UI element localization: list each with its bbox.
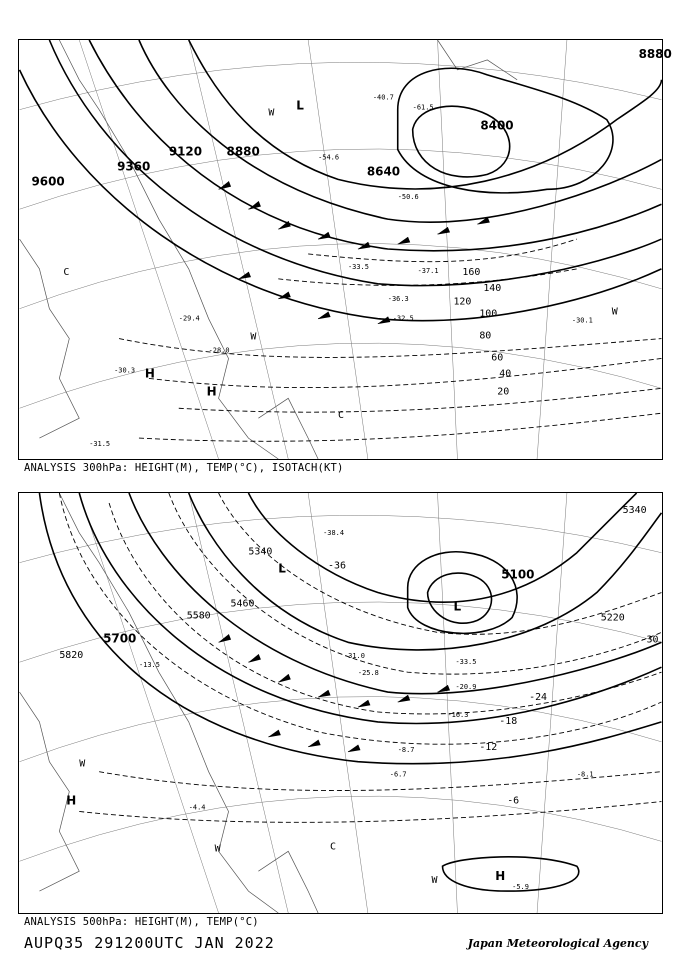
isotach-label: 80 — [479, 330, 492, 342]
temp-label: -37.1 — [417, 266, 439, 275]
map-500hpa — [18, 492, 663, 914]
station-value: -13.5 — [138, 661, 160, 670]
height-label: 5460 — [230, 598, 255, 610]
temp-label: -32.5 — [392, 314, 414, 323]
temp-label: -31.5 — [89, 440, 111, 449]
station-value: -8.7 — [397, 745, 415, 754]
low-pressure-marker: L — [453, 599, 462, 614]
temp-label: -28.0 — [208, 346, 230, 355]
isotherm-label: -6 — [507, 795, 520, 807]
height-label: 5820 — [59, 650, 84, 662]
isotherm-label: -36 — [328, 560, 347, 572]
cold-center-marker: C — [338, 410, 344, 422]
temp-label: -29.4 — [178, 314, 200, 323]
station-value: -5.9 — [512, 883, 529, 892]
cold-center-marker: C — [330, 841, 337, 853]
height-label: 5340 — [248, 546, 273, 558]
temp-label: -50.6 — [397, 193, 419, 202]
height-label: 8640 — [366, 164, 401, 179]
warm-center-marker: W — [79, 758, 86, 770]
isotach-label: 140 — [483, 282, 502, 294]
isotherm-label: -18 — [499, 715, 518, 727]
height-label: 8880 — [226, 144, 260, 159]
wind-barbs — [219, 181, 490, 323]
temp-label: -30.3 — [114, 366, 136, 375]
temp-label: -40.7 — [372, 93, 394, 102]
height-label: 8880 — [638, 46, 672, 61]
temp-label: -36.3 — [387, 294, 409, 303]
station-value: -31.0 — [343, 652, 365, 661]
latlon-grid — [20, 40, 662, 459]
isotach-label: 20 — [497, 386, 510, 398]
station-value: -33.5 — [455, 658, 477, 667]
map-300hpa — [18, 39, 672, 460]
height-label: 8400 — [480, 118, 514, 133]
warm-center-marker: W — [611, 306, 618, 318]
high-pressure-marker: H — [206, 384, 217, 399]
station-value: -8.1 — [576, 770, 594, 779]
height-label: 5700 — [103, 631, 137, 646]
isotach-label: 40 — [499, 368, 512, 380]
isotherm-label: -12 — [479, 741, 498, 753]
isotach-label: 160 — [462, 266, 481, 278]
station-value: -4.4 — [188, 803, 206, 812]
warm-center-marker: W — [250, 331, 257, 343]
isotherm-label: -24 — [529, 692, 548, 704]
height-label: 9600 — [31, 174, 65, 189]
high-pressure-marker: H — [66, 793, 77, 808]
coastline — [20, 40, 518, 459]
warm-center-marker: W — [431, 875, 438, 887]
temp-label: -30.1 — [571, 316, 593, 325]
height-label: 5340 — [622, 504, 647, 516]
top-map-caption: ANALYSIS 300hPa: HEIGHT(M), TEMP(°C), ISOTACH(KT) — [24, 462, 344, 474]
chart-code: AUPQ35 291200UTC JAN 2022 — [24, 934, 275, 952]
latlon-grid — [20, 493, 662, 913]
temp-label: -61.5 — [412, 103, 434, 112]
isotach-label: 60 — [491, 352, 504, 364]
isotach-label: 100 — [479, 308, 498, 320]
height-label: 5100 — [501, 567, 535, 582]
map-300hpa-svg — [19, 40, 672, 459]
station-value: -16.3 — [447, 710, 469, 719]
agency-name: Japan Meteorological Agency — [467, 937, 648, 950]
station-value: -38.4 — [323, 528, 345, 537]
height-contours — [39, 493, 661, 891]
isotherm-label: -30 — [640, 634, 659, 646]
low-pressure-marker: L — [278, 561, 286, 576]
temp-label: -33.5 — [347, 262, 369, 271]
station-value: -25.8 — [357, 669, 379, 678]
height-label: 5220 — [600, 612, 625, 624]
station-value: -6.7 — [389, 770, 407, 779]
isotach-contours — [119, 239, 661, 441]
high-pressure-marker: H — [495, 869, 506, 884]
cold-center-marker: C — [63, 266, 70, 278]
isotach-label: 120 — [453, 296, 472, 308]
height-label: 9360 — [117, 159, 151, 174]
warm-center-marker: W — [214, 843, 221, 855]
temp-label: -54.6 — [318, 153, 340, 162]
height-label: 9120 — [168, 144, 203, 159]
bottom-map-caption: ANALYSIS 500hPa: HEIGHT(M), TEMP(°C) — [24, 916, 259, 928]
warm-center-marker: W — [268, 107, 275, 119]
low-pressure-marker: L — [296, 98, 304, 113]
height-contours — [20, 40, 662, 321]
station-value: -20.9 — [455, 683, 477, 692]
high-pressure-marker: H — [144, 366, 155, 381]
map-500hpa-svg — [19, 493, 662, 913]
height-label: 5580 — [186, 610, 211, 622]
